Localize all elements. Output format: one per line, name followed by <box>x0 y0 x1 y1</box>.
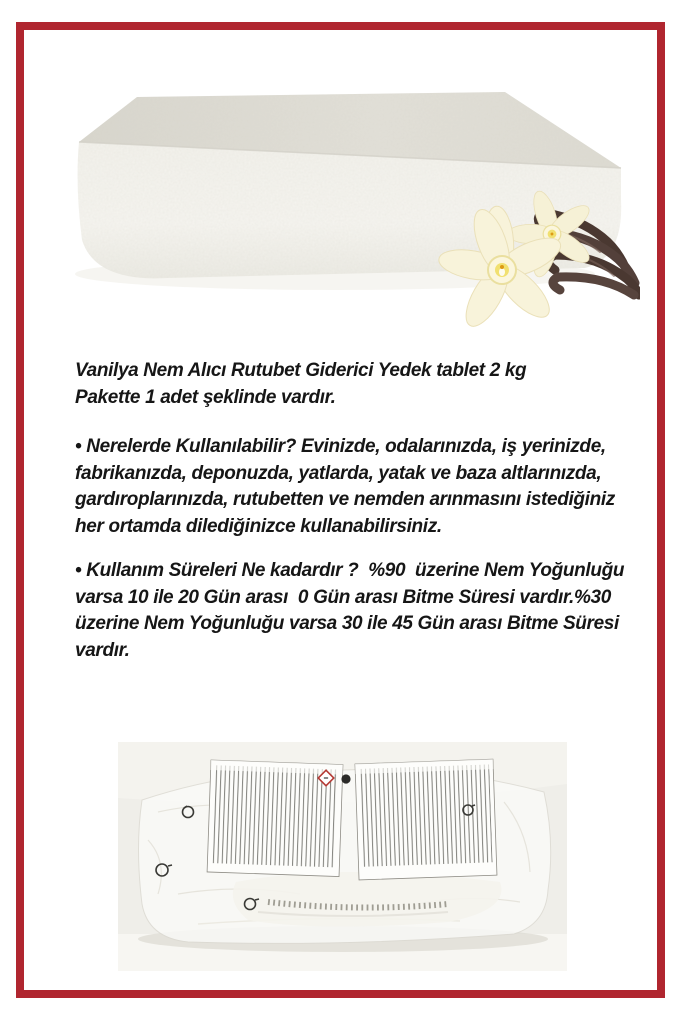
package-photo-illustration <box>118 742 567 971</box>
label-right <box>355 759 497 880</box>
product-description <box>75 358 647 664</box>
description-paragraph-title <box>75 358 647 411</box>
description-paragraph-duration <box>75 558 647 664</box>
description-line: her ortamda dilediğinizce kullanabilirsiniz. <box>75 515 442 537</box>
description-line: vardır. <box>75 639 130 661</box>
description-line: üzerine Nem Yoğunluğu varsa 30 ile 45 Gün arası Bitme Süresi <box>75 613 619 634</box>
description-paragraph-usage-areas <box>75 434 647 540</box>
hero-product-photo <box>55 78 640 340</box>
description-line: • Kullanım Süreleri Ne kadardır ? %90 üzerine Nem Yoğunluğu <box>75 560 625 581</box>
description-line: Vanilya Nem Alıcı Rutubet Giderici Yedek tablet 2 kg <box>75 360 527 381</box>
package-photo <box>118 742 567 971</box>
black-symbol-icon <box>341 774 350 783</box>
description-line: gardıroplarınızda, rutubetten ve nemden arınmasını istediğiniz <box>75 489 615 510</box>
description-line: fabrikanızda, deponuzda, yatlarda, yatak ve baza altlarınızda, <box>75 462 602 484</box>
tablet-photo-illustration <box>55 78 640 340</box>
description-line: Pakette 1 adet şeklinde vardır. <box>75 386 336 408</box>
description-line: varsa 10 ile 20 Gün arası 0 Gün arası Bitme Süresi vardır.%30 <box>75 586 611 608</box>
description-line: • Nerelerde Kullanılabilir? Evinizde, odalarınızda, iş yerinizde, <box>75 436 606 457</box>
tablet-inside-bag <box>233 872 502 927</box>
